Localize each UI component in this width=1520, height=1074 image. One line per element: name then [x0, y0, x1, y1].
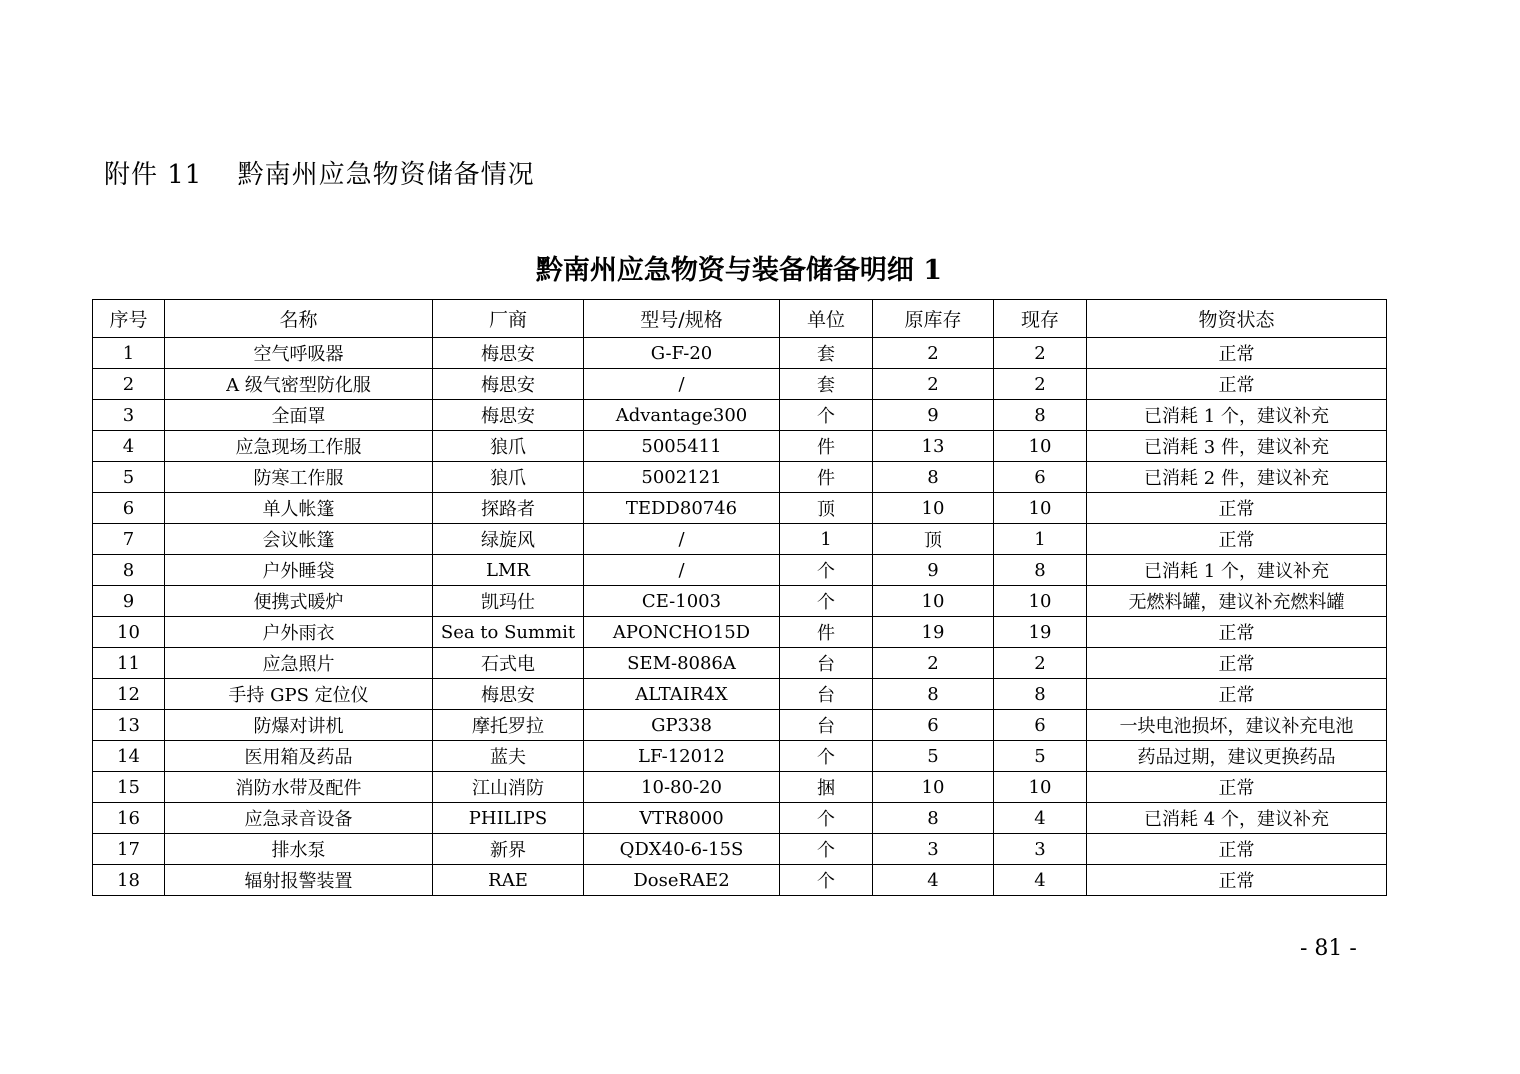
cell-model: APONCHO15D [584, 617, 780, 648]
cell-original-stock: 10 [873, 586, 994, 617]
cell-status: 一块电池损坏，建议补充电池 [1087, 710, 1387, 741]
cell-unit: 顶 [780, 493, 873, 524]
cell-status: 正常 [1087, 865, 1387, 896]
cell-current-stock: 4 [994, 803, 1087, 834]
cell-manufacturer: 探路者 [433, 493, 584, 524]
cell-serial: 16 [93, 803, 165, 834]
cell-name: 医用箱及药品 [165, 741, 433, 772]
cell-model: QDX40-6-15S [584, 834, 780, 865]
table-row [93, 400, 1387, 431]
cell-model: VTR8000 [584, 803, 780, 834]
cell-current-stock: 3 [994, 834, 1087, 865]
cell-name: 应急照片 [165, 648, 433, 679]
cell-serial: 1 [93, 338, 165, 369]
cell-name: 空气呼吸器 [165, 338, 433, 369]
cell-original-stock: 8 [873, 679, 994, 710]
cell-manufacturer: 凯玛仕 [433, 586, 584, 617]
cell-original-stock: 2 [873, 648, 994, 679]
page-number: - 81 - [1300, 936, 1357, 961]
table-row [93, 462, 1387, 493]
header-serial: 序号 [93, 300, 165, 338]
cell-unit: 台 [780, 710, 873, 741]
cell-model: Advantage300 [584, 400, 780, 431]
table-row [93, 338, 1387, 369]
table-row [93, 493, 1387, 524]
table-row [93, 586, 1387, 617]
header-current-stock: 现存 [994, 300, 1087, 338]
table-row [93, 679, 1387, 710]
cell-serial: 9 [93, 586, 165, 617]
cell-manufacturer: 绿旋风 [433, 524, 584, 555]
cell-serial: 6 [93, 493, 165, 524]
cell-status: 正常 [1087, 493, 1387, 524]
cell-manufacturer: LMR [433, 555, 584, 586]
cell-unit: 个 [780, 741, 873, 772]
cell-manufacturer: 梅思安 [433, 400, 584, 431]
cell-current-stock: 10 [994, 431, 1087, 462]
cell-unit: 件 [780, 462, 873, 493]
cell-status: 正常 [1087, 617, 1387, 648]
attachment-title: 黔南州应急物资储备情况 [237, 160, 535, 190]
cell-current-stock: 19 [994, 617, 1087, 648]
cell-status: 正常 [1087, 524, 1387, 555]
cell-manufacturer: 梅思安 [433, 679, 584, 710]
cell-manufacturer: 江山消防 [433, 772, 584, 803]
table-header-row [93, 300, 1387, 338]
cell-current-stock: 8 [994, 679, 1087, 710]
cell-name: 应急录音设备 [165, 803, 433, 834]
cell-status: 药品过期，建议更换药品 [1087, 741, 1387, 772]
header-unit: 单位 [780, 300, 873, 338]
cell-unit: 个 [780, 400, 873, 431]
cell-model: 5002121 [584, 462, 780, 493]
cell-name: 便携式暖炉 [165, 586, 433, 617]
cell-current-stock: 10 [994, 586, 1087, 617]
cell-original-stock: 10 [873, 493, 994, 524]
cell-model: TEDD80746 [584, 493, 780, 524]
cell-model: SEM-8086A [584, 648, 780, 679]
cell-original-stock: 8 [873, 462, 994, 493]
cell-model: / [584, 555, 780, 586]
cell-original-stock: 4 [873, 865, 994, 896]
cell-original-stock: 8 [873, 803, 994, 834]
table-row [93, 648, 1387, 679]
cell-current-stock: 8 [994, 400, 1087, 431]
table-row [93, 834, 1387, 865]
cell-unit: 件 [780, 617, 873, 648]
table-row [93, 865, 1387, 896]
cell-current-stock: 4 [994, 865, 1087, 896]
cell-manufacturer: RAE [433, 865, 584, 896]
inventory-table [92, 299, 1387, 896]
table-row [93, 524, 1387, 555]
cell-serial: 7 [93, 524, 165, 555]
cell-unit: 套 [780, 369, 873, 400]
cell-current-stock: 10 [994, 493, 1087, 524]
cell-current-stock: 6 [994, 462, 1087, 493]
cell-status: 已消耗 3 件，建议补充 [1087, 431, 1387, 462]
cell-current-stock: 2 [994, 369, 1087, 400]
cell-unit: 台 [780, 648, 873, 679]
cell-name: 全面罩 [165, 400, 433, 431]
cell-serial: 2 [93, 369, 165, 400]
attachment-number: 附件 11 [104, 160, 203, 190]
cell-serial: 8 [93, 555, 165, 586]
cell-name: 应急现场工作服 [165, 431, 433, 462]
cell-status: 正常 [1087, 648, 1387, 679]
table-row [93, 710, 1387, 741]
cell-serial: 5 [93, 462, 165, 493]
cell-current-stock: 5 [994, 741, 1087, 772]
cell-model: CE-1003 [584, 586, 780, 617]
cell-name: 防爆对讲机 [165, 710, 433, 741]
cell-current-stock: 1 [994, 524, 1087, 555]
table-title: 黔南州应急物资与装备储备明细 1 [535, 255, 943, 286]
cell-original-stock: 9 [873, 555, 994, 586]
cell-original-stock: 2 [873, 369, 994, 400]
cell-manufacturer: Sea to Summit [433, 617, 584, 648]
cell-name: A 级气密型防化服 [165, 369, 433, 400]
cell-unit: 个 [780, 555, 873, 586]
cell-original-stock: 顶 [873, 524, 994, 555]
cell-model: / [584, 524, 780, 555]
cell-name: 排水泵 [165, 834, 433, 865]
cell-manufacturer: 梅思安 [433, 338, 584, 369]
cell-manufacturer: 狼爪 [433, 431, 584, 462]
cell-serial: 4 [93, 431, 165, 462]
cell-model: LF-12012 [584, 741, 780, 772]
cell-unit: 个 [780, 865, 873, 896]
cell-original-stock: 2 [873, 338, 994, 369]
cell-original-stock: 10 [873, 772, 994, 803]
cell-current-stock: 8 [994, 555, 1087, 586]
cell-status: 正常 [1087, 772, 1387, 803]
cell-status: 已消耗 4 个，建议补充 [1087, 803, 1387, 834]
cell-model: DoseRAE2 [584, 865, 780, 896]
cell-status: 已消耗 1 个，建议补充 [1087, 400, 1387, 431]
cell-current-stock: 10 [994, 772, 1087, 803]
table-row [93, 431, 1387, 462]
cell-serial: 14 [93, 741, 165, 772]
cell-unit: 件 [780, 431, 873, 462]
cell-name: 户外睡袋 [165, 555, 433, 586]
cell-original-stock: 9 [873, 400, 994, 431]
cell-manufacturer: 狼爪 [433, 462, 584, 493]
cell-status: 已消耗 1 个，建议补充 [1087, 555, 1387, 586]
header-name: 名称 [165, 300, 433, 338]
cell-name: 手持 GPS 定位仪 [165, 679, 433, 710]
cell-name: 单人帐篷 [165, 493, 433, 524]
table-row [93, 617, 1387, 648]
cell-serial: 11 [93, 648, 165, 679]
table-row [93, 555, 1387, 586]
cell-current-stock: 2 [994, 648, 1087, 679]
cell-status: 无燃料罐，建议补充燃料罐 [1087, 586, 1387, 617]
table-row [93, 803, 1387, 834]
cell-serial: 12 [93, 679, 165, 710]
cell-unit: 个 [780, 803, 873, 834]
cell-model: GP338 [584, 710, 780, 741]
header-original-stock: 原库存 [873, 300, 994, 338]
cell-manufacturer: PHILIPS [433, 803, 584, 834]
table-row [93, 741, 1387, 772]
cell-serial: 17 [93, 834, 165, 865]
cell-status: 正常 [1087, 834, 1387, 865]
cell-manufacturer: 石式电 [433, 648, 584, 679]
cell-unit: 捆 [780, 772, 873, 803]
cell-original-stock: 5 [873, 741, 994, 772]
header-model: 型号/规格 [584, 300, 780, 338]
cell-serial: 10 [93, 617, 165, 648]
cell-manufacturer: 梅思安 [433, 369, 584, 400]
cell-unit: 套 [780, 338, 873, 369]
cell-original-stock: 19 [873, 617, 994, 648]
cell-manufacturer: 新界 [433, 834, 584, 865]
cell-name: 消防水带及配件 [165, 772, 433, 803]
cell-model: 5005411 [584, 431, 780, 462]
cell-current-stock: 2 [994, 338, 1087, 369]
cell-status: 正常 [1087, 338, 1387, 369]
table-row [93, 772, 1387, 803]
cell-original-stock: 3 [873, 834, 994, 865]
cell-manufacturer: 摩托罗拉 [433, 710, 584, 741]
cell-current-stock: 6 [994, 710, 1087, 741]
attachment-heading [104, 154, 535, 191]
cell-unit: 个 [780, 586, 873, 617]
cell-unit: 台 [780, 679, 873, 710]
cell-original-stock: 13 [873, 431, 994, 462]
header-status: 物资状态 [1087, 300, 1387, 338]
cell-unit: 1 [780, 524, 873, 555]
cell-name: 户外雨衣 [165, 617, 433, 648]
cell-model: ALTAIR4X [584, 679, 780, 710]
cell-model: / [584, 369, 780, 400]
cell-model: G-F-20 [584, 338, 780, 369]
cell-serial: 15 [93, 772, 165, 803]
cell-serial: 3 [93, 400, 165, 431]
cell-status: 正常 [1087, 679, 1387, 710]
cell-name: 辐射报警装置 [165, 865, 433, 896]
cell-status: 已消耗 2 件，建议补充 [1087, 462, 1387, 493]
cell-serial: 18 [93, 865, 165, 896]
cell-serial: 13 [93, 710, 165, 741]
cell-name: 防寒工作服 [165, 462, 433, 493]
cell-manufacturer: 蓝夫 [433, 741, 584, 772]
cell-model: 10-80-20 [584, 772, 780, 803]
cell-original-stock: 6 [873, 710, 994, 741]
cell-unit: 个 [780, 834, 873, 865]
cell-name: 会议帐篷 [165, 524, 433, 555]
table-row [93, 369, 1387, 400]
header-manufacturer: 厂商 [433, 300, 584, 338]
cell-status: 正常 [1087, 369, 1387, 400]
